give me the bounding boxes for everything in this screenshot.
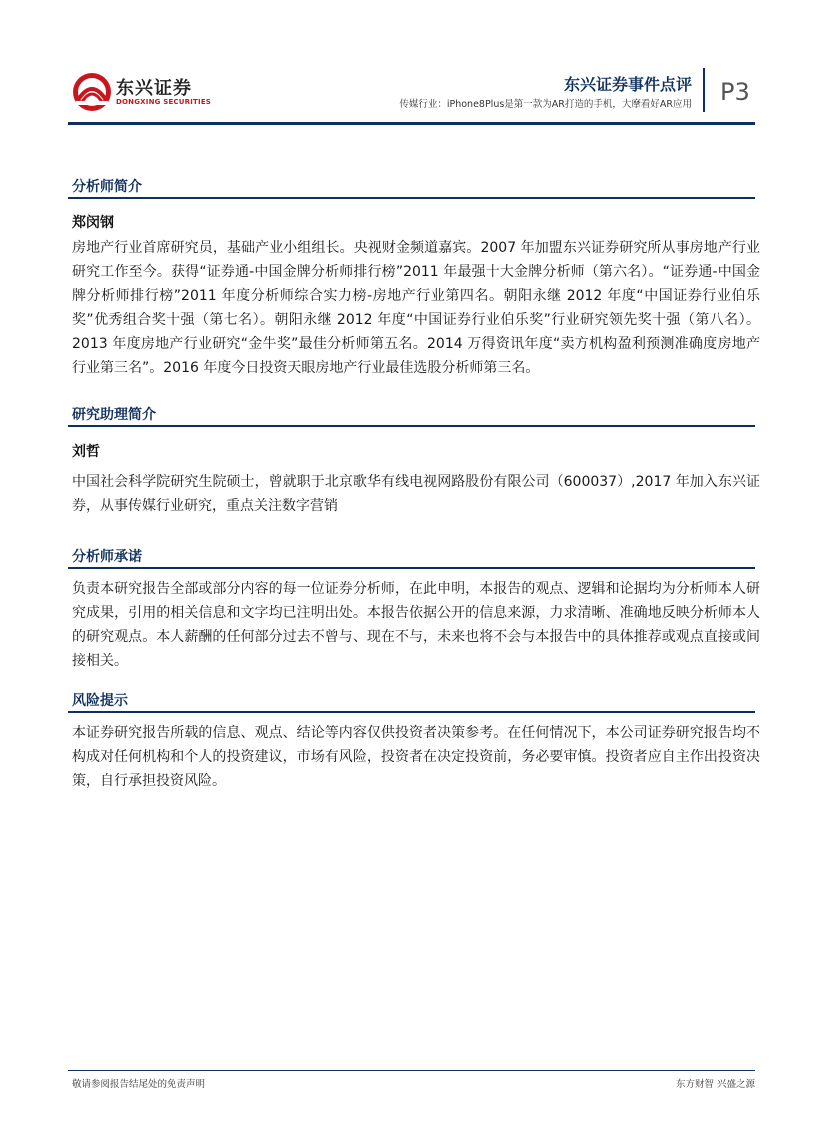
section-rule	[68, 425, 755, 427]
section-title-analyst-intro: 分析师简介	[72, 179, 142, 195]
assistant-name: 刘哲	[72, 444, 100, 460]
logo-mark-icon	[72, 72, 112, 112]
analyst-commitment-text: 负责本研究报告全部或部分内容的每一位证券分析师，在此申明，本报告的观点、逻辑和论据均为分析师本人研究成果，引用的相关信息和文字均已注明出处。本报告依据公开的信息来源，力求清晰、准确地反映分析师本人的研究观点。本人薪酬的任何部分过去不曾与、现在不与，未来也将不会与本报告中的具体推荐或观点直接或间接相关。	[72, 581, 760, 669]
header-divider	[703, 68, 705, 112]
report-type: 东兴证券事件点评	[563, 75, 692, 94]
assistant-bio: 中国社会科学院研究生院硕士，曾就职于北京歌华有线电视网路股份有限公司（600037）,2017 年加入东兴证券，从事传媒行业研究，重点关注数字营销	[72, 474, 760, 514]
analyst-name: 郑闵钢	[72, 215, 114, 231]
section-rule	[68, 711, 755, 713]
risk-warning-text: 本证券研究报告所载的信息、观点、结论等内容仅供投资者决策参考。在任何情况下，本公司证券研究报告均不构成对任何机构和个人的投资建议，市场有风险，投资者在决定投资前，务必要审慎。投资者应自主作出投资决策，自行承担投资风险。	[72, 725, 760, 789]
header-rule	[68, 122, 755, 125]
section-rule	[68, 197, 755, 199]
footer-rule	[68, 1070, 755, 1071]
footer-disclaimer-note: 敬请参阅报告结尾处的免责声明	[72, 1079, 206, 1090]
logo-chinese-name: 东兴证券	[116, 78, 192, 99]
page-number: P3	[720, 78, 750, 106]
report-subtitle: 传媒行业：iPhone8Plus是第一款为AR打造的手机，大摩看好AR应用	[399, 99, 692, 110]
company-logo	[72, 72, 212, 112]
section-title-assistant-intro: 研究助理简介	[72, 407, 156, 423]
section-title-analyst-commitment: 分析师承诺	[72, 549, 142, 565]
page-header	[0, 0, 827, 130]
analyst-bio: 房地产行业首席研究员，基础产业小组组长。央视财金频道嘉宾。2007 年加盟东兴证券研究所从事房地产行业研究工作至今。获得“证券通-中国金牌分析师排行榜”2011 年最强十大金牌分析师（第六名）。“证券通-中国金牌分析师排行榜”2011 年度分析师综合实力榜-房地产行业第四名。朝阳永继 2012 年度“中国证券行业伯乐奖”优秀组合奖十强（第七名）。朝阳永继 2012 年度“中国证券行业伯乐奖”行业研究领先奖十强（第八名）。2013 年度房地产行业研究“金牛奖”最佳分析师第五名。2014 万得资讯年度“卖方机构盈利预测准确度房地产行业第三名”。2016 年度今日投资天眼房地产行业最佳选股分析师第三名。	[72, 240, 760, 376]
footer-slogan: 东方财智 兴盛之源	[675, 1079, 755, 1090]
section-title-risk-warning: 风险提示	[72, 693, 128, 709]
section-rule	[68, 567, 755, 569]
logo-english-name: DONGXING SECURITIES	[116, 98, 212, 106]
